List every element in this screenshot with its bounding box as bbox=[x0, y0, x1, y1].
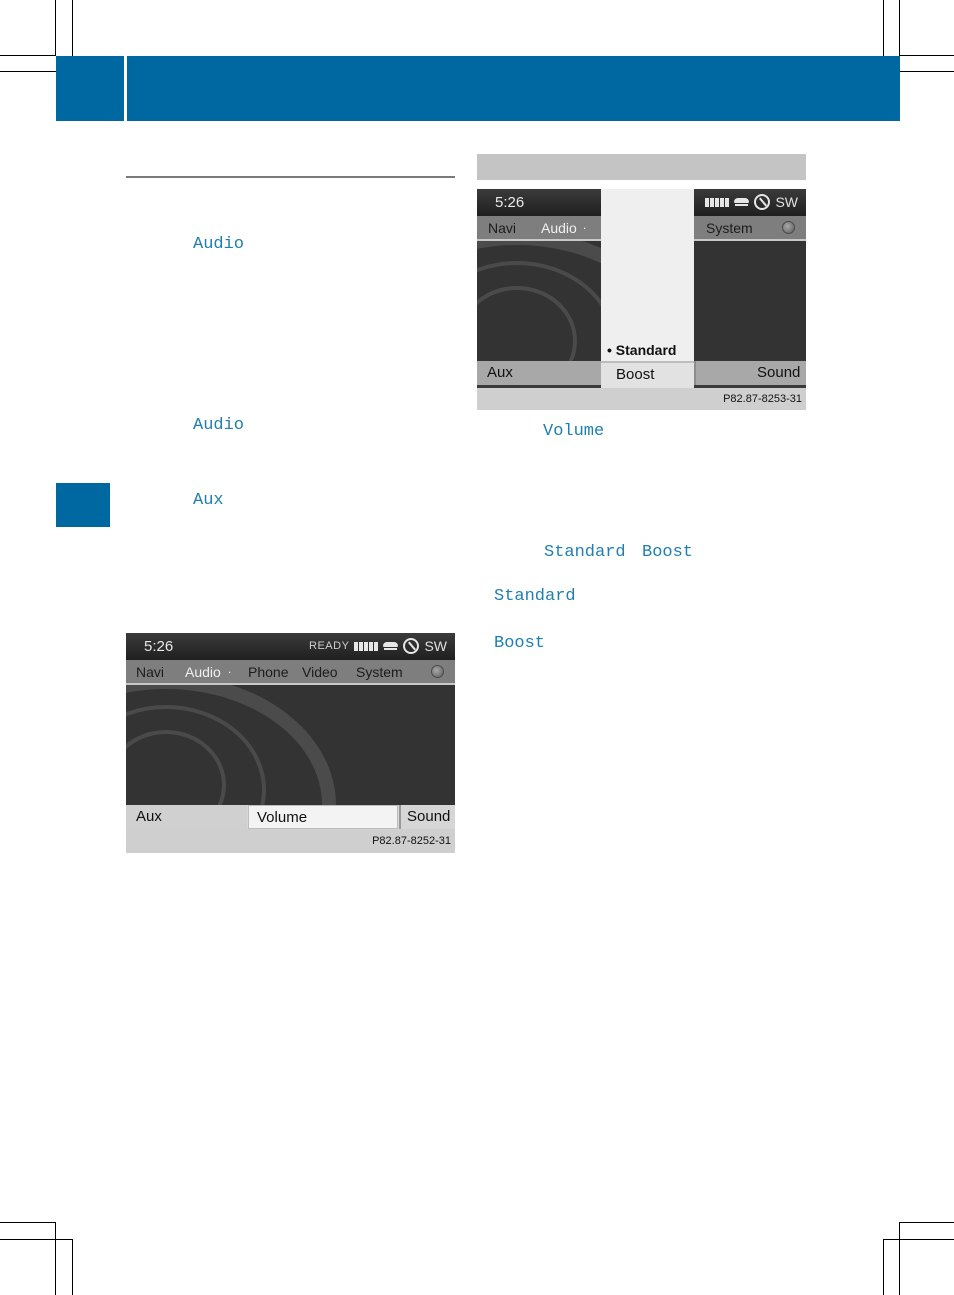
heading-label: SW bbox=[775, 194, 798, 210]
crop-mark bbox=[72, 1239, 73, 1295]
crop-mark bbox=[883, 1239, 954, 1240]
crop-mark bbox=[0, 71, 56, 72]
menu-item-phone[interactable]: Phone bbox=[248, 664, 289, 680]
chapter-tab bbox=[56, 483, 110, 527]
audio-screen-volume-popup bbox=[477, 189, 806, 410]
bottom-item-aux[interactable]: Aux bbox=[477, 361, 601, 385]
menu-item-navi[interactable]: Navi bbox=[488, 220, 517, 236]
audio-screen-volume bbox=[126, 633, 455, 853]
menu-item-audio[interactable]: Audio bbox=[185, 664, 221, 680]
clock: 5:26 bbox=[495, 194, 525, 211]
status-icons bbox=[705, 194, 798, 210]
compass-icon bbox=[403, 638, 419, 654]
bottom-item-volume[interactable]: Volume bbox=[248, 805, 398, 829]
compass-icon bbox=[754, 194, 770, 210]
crop-mark bbox=[0, 1239, 72, 1240]
crop-mark bbox=[0, 1222, 56, 1223]
crop-mark bbox=[883, 1239, 884, 1295]
figure-id: P82.87-8252-31 bbox=[372, 835, 451, 847]
crop-mark bbox=[55, 1222, 56, 1295]
keyword-boost: Boost bbox=[494, 634, 546, 653]
section-rule bbox=[126, 176, 455, 178]
bottom-item-sound[interactable]: Sound bbox=[694, 361, 806, 385]
crop-mark bbox=[72, 0, 73, 56]
menu-item-navi[interactable]: Navi bbox=[136, 664, 165, 680]
menu-item-audio[interactable]: Audio bbox=[541, 220, 577, 236]
keyword-standard: Standard bbox=[544, 543, 626, 562]
crop-mark bbox=[883, 0, 884, 56]
signal-strength-icon bbox=[705, 198, 729, 207]
main-menu-bar bbox=[126, 660, 455, 685]
globe-icon[interactable] bbox=[431, 665, 444, 678]
crop-mark bbox=[55, 0, 56, 56]
page-header-bar bbox=[56, 56, 900, 121]
bottom-menu-bar bbox=[126, 805, 455, 829]
volume-options-popup bbox=[601, 189, 694, 388]
figure-caption-bar bbox=[477, 388, 806, 410]
audio-display-area bbox=[126, 685, 455, 805]
figure-caption-bar bbox=[126, 829, 455, 853]
globe-icon[interactable] bbox=[782, 221, 795, 234]
keyword-volume: Volume bbox=[543, 422, 605, 441]
heading-label: SW bbox=[424, 638, 447, 654]
crop-mark bbox=[899, 71, 954, 72]
bottom-item-aux[interactable]: Aux bbox=[126, 805, 247, 829]
keyword-boost: Boost bbox=[642, 543, 694, 562]
menu-item-video[interactable]: Video bbox=[302, 664, 338, 680]
menu-item-system[interactable]: System bbox=[706, 220, 753, 236]
menu-item-audio-dot: . bbox=[228, 662, 232, 676]
keyword-aux: Aux bbox=[193, 491, 224, 510]
option-standard[interactable]: • Standard bbox=[607, 342, 677, 358]
bottom-item-sound[interactable]: Sound bbox=[399, 805, 455, 829]
status-bar bbox=[126, 633, 455, 660]
crop-mark bbox=[0, 55, 56, 56]
phone-icon bbox=[734, 197, 749, 207]
section-heading-band bbox=[477, 154, 806, 180]
crop-mark bbox=[899, 1222, 900, 1295]
signal-strength-icon bbox=[354, 642, 378, 651]
header-divider bbox=[124, 56, 127, 121]
option-boost[interactable]: Boost bbox=[601, 363, 694, 388]
crop-mark bbox=[899, 55, 954, 56]
keyword-audio: Audio bbox=[193, 416, 245, 435]
ready-indicator: READY bbox=[309, 640, 350, 652]
phone-icon bbox=[383, 641, 398, 651]
keyword-standard: Standard bbox=[494, 587, 576, 606]
crop-mark bbox=[899, 0, 900, 56]
menu-item-system[interactable]: System bbox=[356, 664, 403, 680]
menu-item-audio-dot: . bbox=[583, 218, 587, 232]
status-icons bbox=[309, 638, 447, 654]
crop-mark bbox=[899, 1222, 954, 1223]
figure-id: P82.87-8253-31 bbox=[723, 393, 802, 405]
clock: 5:26 bbox=[144, 638, 174, 655]
keyword-audio: Audio bbox=[193, 235, 245, 254]
